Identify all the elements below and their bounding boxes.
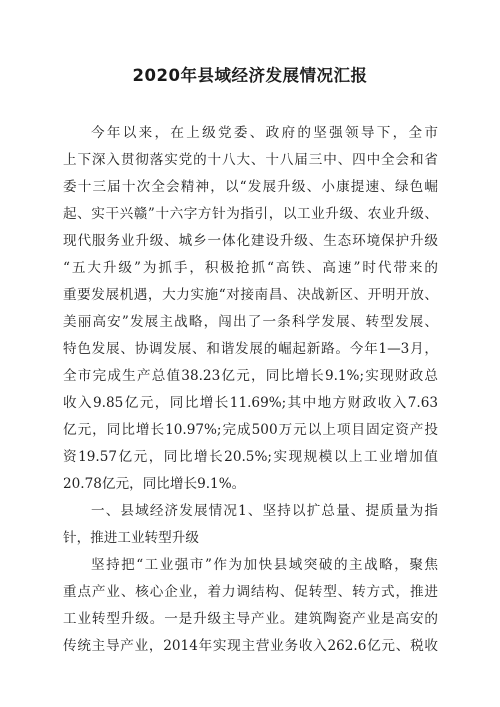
paragraph-line: 工业转型升级。一是升级主导产业。建筑陶瓷产业是高安的 [63,611,438,627]
document-title: 2020年县域经济发展情况汇报 [132,66,368,85]
paragraph-line: 今年以来，在上级党委、政府的坚强领导下，全市 [91,125,438,141]
paragraph-line: 收入9.85亿元，同比增长11.69%;其中地方财政收入7.63 [63,395,438,411]
paragraph-line: 全市完成生产总值38.23亿元，同比增长9.1%;实现财政总 [63,368,438,384]
paragraph-line: 重要发展机遇，大力实施“对接南昌、决战新区、开明开放、 [63,287,438,303]
paragraph-line: 上下深入贯彻落实党的十八大、十八届三中、四中全会和省 [63,152,438,168]
section-heading-line: 一、县域经济发展情况1、坚持以扩总量、提质量为指 [91,503,438,519]
paragraph-line: 起、实干兴赣”十六字方针为指引，以工业升级、农业升级、 [63,206,438,222]
paragraph-line: 现代服务业升级、城乡一体化建设升级、生态环境保护升级 [63,233,438,249]
paragraph-line: 美丽高安”发展主战略，闯出了一条科学发展、转型发展、 [63,314,438,330]
paragraph-line: 重点产业、核心企业，着力调结构、促转型、转方式，推进 [63,584,438,600]
paragraph-line: 资19.57亿元，同比增长20.5%;实现规模以上工业增加值 [63,449,438,465]
paragraph-line: 亿元，同比增长10.97%;完成500万元以上项目固定资产投 [63,422,438,438]
paragraph-line: 特色发展、协调发展、和谐发展的崛起新路。今年1—3月， [63,341,438,357]
paragraph-line: 委十三届十次全会精神，以“发展升级、小康提速、绿色崛 [63,179,438,195]
section-heading-line: 针，推进工业转型升级 [63,530,199,546]
paragraph-line: “五大升级”为抓手，积极抢抓“高铁、高速”时代带来的 [63,260,438,276]
paragraph-line: 传统主导产业，2014年实现主营业务收入262.6亿元、税收 [63,638,438,654]
paragraph-line: 坚持把“工业强市”作为加快县域突破的主战略，聚焦 [91,557,438,573]
paragraph-line: 20.78亿元，同比增长9.1%。 [63,476,246,492]
